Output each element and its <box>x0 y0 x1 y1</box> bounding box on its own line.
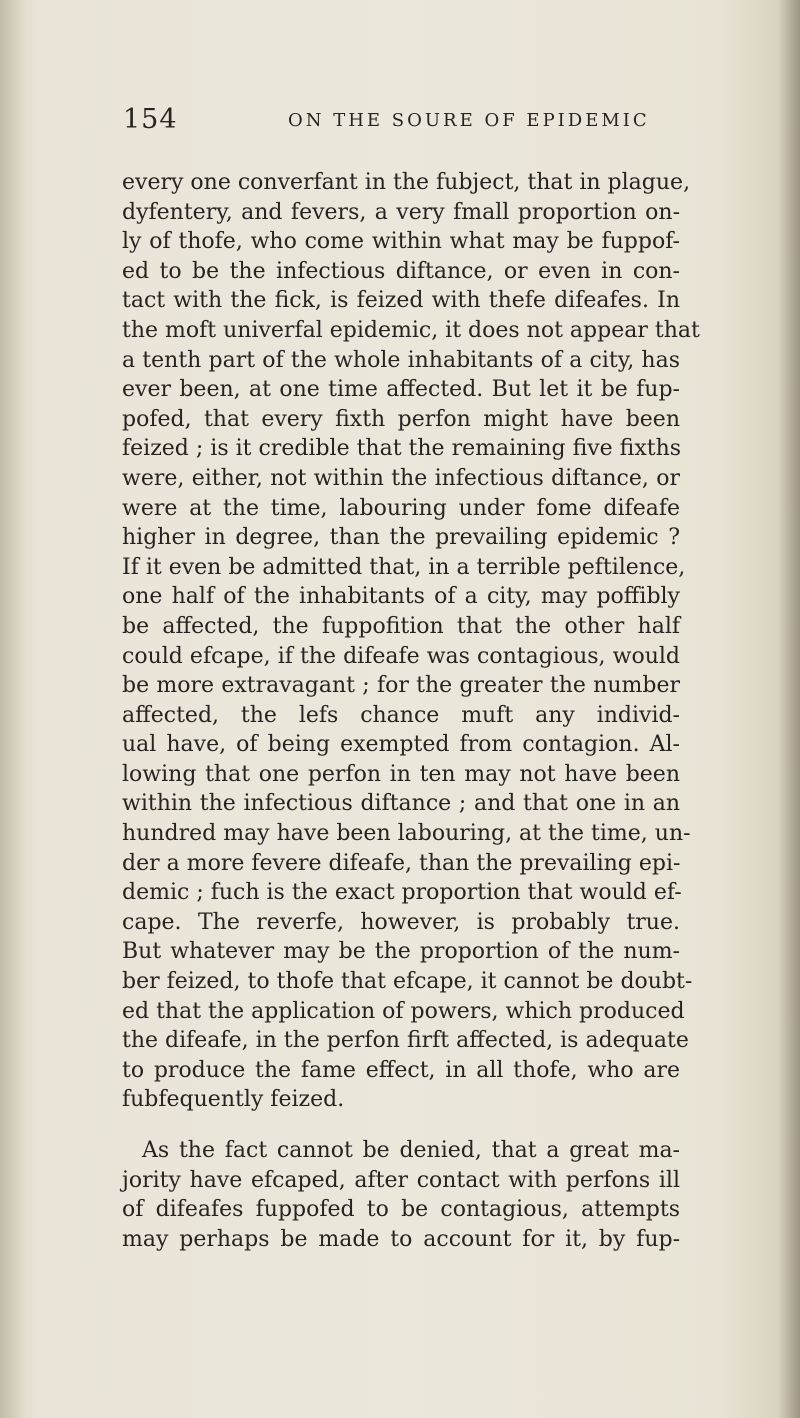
text-line: the difeafe, in the perfon firft affected, is adequate <box>122 1028 689 1054</box>
text-line: higher in degree, than the prevailing epidemic ? <box>122 525 680 551</box>
text-line: ed that the application of powers, which produced <box>122 998 685 1024</box>
text-line: the moft univerfal epidemic, it does not appear that <box>122 317 700 343</box>
text-line: dyfentery, and fevers, a very fmall proportion on- <box>122 199 680 225</box>
text-line: ual have, of being exempted from contagion. Al- <box>122 732 680 758</box>
page-edge-shadow <box>778 0 800 1418</box>
text-line: As the fact cannot be denied, that a great ma- <box>142 1138 680 1163</box>
text-line: tact with the fick, is feized with thefe difeafes. In <box>122 288 680 314</box>
text-line: ed to be the infectious diftance, or even in con- <box>122 258 680 284</box>
text-line: to produce the fame effect, in all thofe, who are <box>122 1057 680 1083</box>
text-line: could efcape, if the difeafe was contagious, would <box>122 643 680 669</box>
text-line: But whatever may be the proportion of the num- <box>122 939 680 965</box>
body-text <box>122 168 700 1254</box>
text-line: fubfequently feized. <box>122 1087 345 1113</box>
text-line: pofed, that every fixth perfon might have been <box>122 406 680 432</box>
text-line: demic ; fuch is the exact proportion that would ef- <box>122 880 682 906</box>
text-line: may perhaps be made to account for it, by fup- <box>122 1226 680 1252</box>
text-line: affected, the lefs chance muft any individ- <box>122 702 680 728</box>
text-line: be affected, the fuppofition that the other half <box>122 613 680 639</box>
text-line: der a more fevere difeafe, than the prevailing epi- <box>122 850 681 876</box>
paragraph <box>122 1136 680 1254</box>
paragraph <box>122 168 700 1115</box>
text-line: If it even be admitted that, in a terrible peftilence, <box>122 554 686 580</box>
text-line: every one converfant in the fubject, that in plague, <box>122 170 691 195</box>
page-gutter-shadow <box>0 0 26 1418</box>
text-line: a tenth part of the whole inhabitants of a city, has <box>122 347 680 373</box>
text-line: within the infectious diftance ; and that one in an <box>122 791 680 817</box>
text-line: cape. The reverfe, however, is probably true. <box>122 909 680 935</box>
running-title: ON THE SOURE OF EPIDEMIC <box>288 110 650 131</box>
page-number: 154 <box>123 104 178 135</box>
text-line: hundred may have been labouring, at the time, un- <box>122 821 691 847</box>
text-line: ber feized, to thofe that efcape, it cannot be doubt- <box>122 969 693 995</box>
page-header <box>123 104 683 144</box>
text-line: feized ; is it credible that the remaining five fixths <box>122 436 682 462</box>
text-line: ly of thofe, who come within what may be fuppof- <box>122 229 680 255</box>
text-line: ever been, at one time affected. But let it be fup- <box>122 377 680 403</box>
text-line: lowing that one perfon in ten may not have been <box>122 761 680 787</box>
text-line: jority have efcaped, after contact with perfons ill <box>122 1167 680 1193</box>
text-line: of difeafes fuppofed to be contagious, attempts <box>122 1197 680 1223</box>
text-line: be more extravagant ; for the greater the number <box>122 673 680 699</box>
text-line: were, either, not within the infectious diftance, or <box>122 465 680 491</box>
text-line: one half of the inhabitants of a city, may poffibly <box>122 584 680 610</box>
text-line: were at the time, labouring under fome difeafe <box>122 495 680 521</box>
